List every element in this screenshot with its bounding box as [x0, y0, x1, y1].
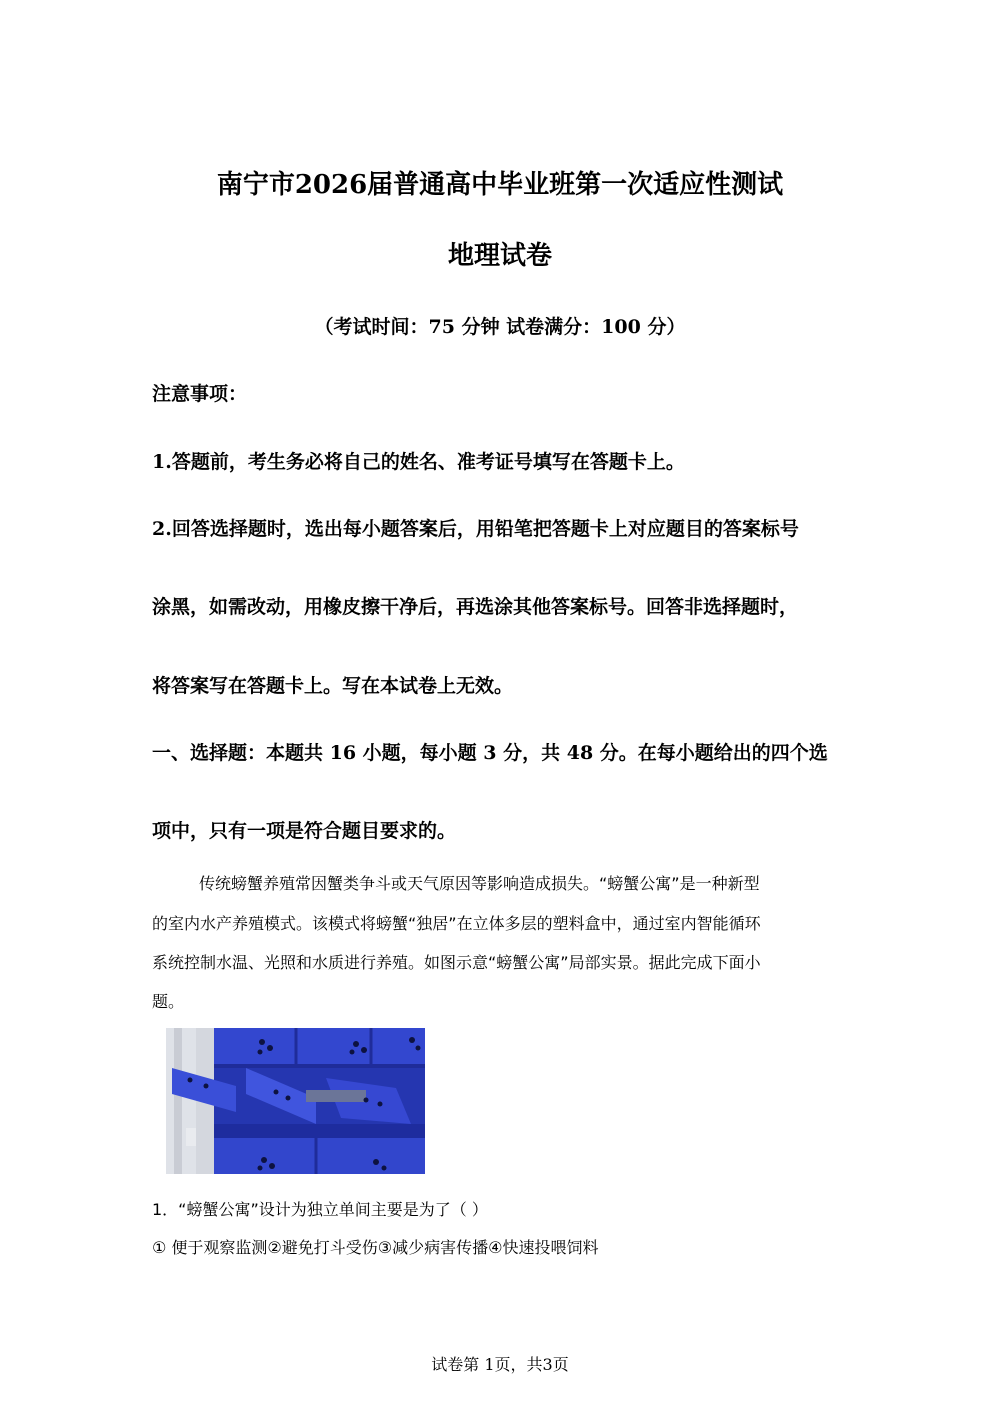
- exam-info: （考试时间：75 分钟 试卷满分：100 分）: [314, 316, 686, 338]
- exam-subtitle: 地理试卷: [447, 241, 552, 271]
- exam-title: 南宁市2026届普通高中毕业班第一次适应性测试: [216, 170, 784, 200]
- notice-heading: 注意事项：: [152, 383, 248, 405]
- passage-line-3: 系统控制水温、光照和水质进行养殖。如图示意“螃蟹公寓”局部实景。据此完成下面小: [152, 953, 761, 972]
- page-footer: 试卷第 1页，共3页: [431, 1355, 569, 1374]
- notice-item-2-line-3: 将答案写在答题卡上。写在本试卷上无效。: [152, 675, 514, 697]
- notice-item-2-line-2: 涂黑，如需改动，用橡皮擦干净后，再选涂其他答案标号。回答非选择题时，: [152, 596, 799, 618]
- passage-line-2: 的室内水产养殖模式。该模式将螃蟹“独居”在立体多层的塑料盒中，通过室内智能循环: [152, 914, 761, 933]
- notice-item-1: 1.答题前，考生务必将自己的姓名、准考证号填写在答题卡上。: [152, 451, 685, 473]
- crab-apartment-photo: [166, 1028, 425, 1174]
- question-1-options: ① 便于观察监测②避免打斗受伤③减少病害传播④快速投喂饲料: [152, 1238, 599, 1257]
- notice-item-2-line-1: 2.回答选择题时，选出每小题答案后，用铅笔把答题卡上对应题目的答案标号: [152, 518, 799, 540]
- section-heading-line-2: 项中，只有一项是符合题目要求的。: [152, 820, 457, 842]
- passage-line-1: 传统螃蟹养殖常因蟹类争斗或天气原因等影响造成损失。“螃蟹公寓”是一种新型: [199, 874, 760, 893]
- passage-line-4: 题。: [152, 992, 185, 1011]
- section-heading-line-1: 一、选择题：本题共 16 小题，每小题 3 分，共 48 分。在每小题给出的四个选: [152, 742, 828, 764]
- question-1-stem: 1．“螃蟹公寓”设计为独立单间主要是为了（ ）: [152, 1200, 488, 1219]
